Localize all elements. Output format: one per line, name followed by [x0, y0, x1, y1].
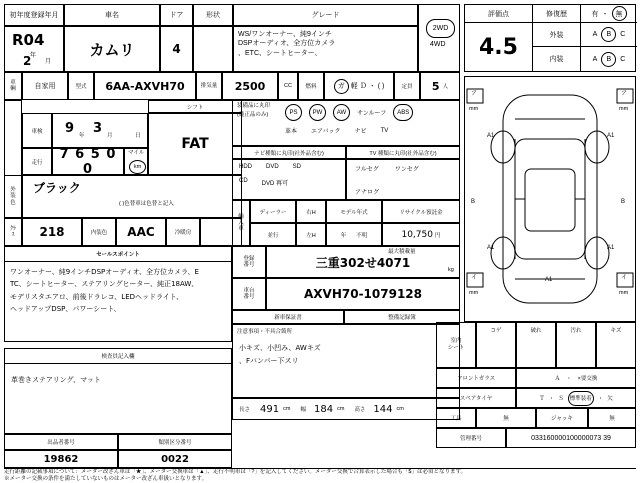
note-line-2: 、Fバンパー下スリ: [239, 357, 299, 366]
mileage-label-cell: [22, 148, 52, 175]
plate-label-2: 番号: [243, 262, 255, 268]
footer-note-2: ※メーター交換の条件を満たしていないものはメーター改ざん車扱いとなります。: [4, 475, 208, 482]
diagram-side-label-left: B: [471, 199, 476, 205]
shift-value: FAT: [181, 136, 209, 152]
mileage-unit-mile: マイル: [128, 150, 145, 156]
sales-point-line-2: TC、シートヒーター、ステアリングヒーター、純正18AW、: [10, 280, 199, 289]
displacement-unit-cell: [278, 72, 298, 100]
shape-value: [194, 27, 232, 71]
diagram-unit-bl: mm: [469, 290, 479, 296]
rating-value: 4.5: [479, 34, 518, 60]
spare-opt-s: Ｓ: [558, 396, 564, 402]
shift-value-cell: [148, 113, 242, 175]
import-label-2: 入: [238, 219, 244, 226]
plate-label-cell: [232, 246, 266, 278]
mgmt-no: 033160000100000073 39: [531, 434, 611, 442]
footer-divider: [4, 468, 636, 469]
spare-tire-label: スペアタイヤ: [459, 396, 493, 402]
plate-value: 三重302せ4071: [315, 255, 411, 270]
drive-4wd-label: 4WD: [430, 41, 446, 48]
footer-notes: [4, 469, 636, 483]
sales-point-line-1: ワンオーナー、純9インチDSPオーディオ、全方位カメラ、E: [10, 268, 199, 276]
class-label-cell: [4, 218, 22, 246]
height-value: 144: [373, 403, 393, 415]
nav-dvd: DVD: [266, 164, 279, 170]
diagram-corner-label-tl: ア: [471, 91, 478, 97]
fuel-opt-sep: ・: [368, 83, 376, 90]
exterior-grade-a: A: [592, 31, 598, 38]
parallel-cell: [250, 223, 296, 246]
door-value-cell: [160, 26, 193, 72]
nav-title: ナビ種類に丸印(社外品含む): [254, 150, 324, 157]
max-load-unit: kg: [448, 267, 454, 273]
diagram-corner-label-tr: ア: [621, 91, 628, 97]
fuel-label: 燃料: [305, 84, 317, 90]
diagram-size-a1-center: A1: [545, 277, 553, 283]
class-no-label: 類別区分番号: [158, 440, 192, 446]
nav-cd: CD: [239, 178, 248, 184]
new-warranty-label: 新車保証書: [274, 315, 302, 321]
model-value: 6AA-AXVH70: [105, 79, 185, 93]
dimensions-row: [232, 398, 460, 420]
equip-abs: ABS: [393, 104, 413, 121]
condition-row-label-2: シート: [447, 345, 465, 351]
exterior-color-note: ( )色替車は色替と記入: [119, 201, 174, 207]
condition-col-yabure-label: 破れ: [530, 328, 542, 334]
condition-grid-wrapper: [436, 322, 636, 368]
recycle-value-cell: [382, 223, 460, 246]
mileage-label: 走行: [31, 159, 43, 166]
car-name-label: 車名: [105, 12, 119, 19]
condition-col-yogore-label: 汚れ: [570, 328, 582, 334]
nav-dvd-play: DVD 再可: [261, 181, 289, 187]
max-load-label: 最大積載量: [388, 249, 416, 255]
tv-title: TV 種類に丸印(社外品含む): [369, 150, 437, 157]
tv-options-cell: [346, 159, 460, 200]
mileage-unit-cell: [124, 148, 148, 175]
fuel-opt-other: ( ): [377, 82, 385, 90]
drive-2wd-badge: 2WD: [426, 19, 455, 38]
sales-point-line-3: モデリスタエアロ、前後ドラレコ、LEDヘッドライト、: [10, 292, 184, 301]
condition-row-label-1: 室内: [450, 337, 462, 344]
fuel-label-cell: [298, 72, 324, 100]
diagram-unit-tr: mm: [619, 106, 629, 112]
displacement-label: 排気量: [200, 82, 218, 89]
lhd-cell: [296, 223, 326, 246]
exterior-grade-b: B: [601, 27, 616, 42]
displacement-unit: CC: [284, 83, 292, 89]
condition-col-kizu: [596, 322, 636, 368]
equipment-block: [232, 100, 460, 146]
rating-label: 評価点: [465, 5, 533, 23]
jack-label-cell: [536, 408, 588, 428]
exterior-color-label-1: 外: [10, 187, 16, 194]
repair-options-cell: [581, 5, 637, 23]
width-value: 184: [313, 403, 334, 415]
grade-value-cell: [233, 26, 418, 72]
width-unit: cm: [337, 406, 345, 412]
import-label-3: 車: [238, 226, 244, 233]
exterior-color-label-3: 色: [10, 199, 16, 206]
exhibit-label-cell: [4, 434, 118, 450]
shape-label: 形状: [206, 12, 220, 19]
length-unit: cm: [283, 406, 291, 412]
inspection-notes-title-cell: [4, 348, 232, 364]
note-line-1: 小キズ、小凹み、AWキズ: [239, 344, 321, 352]
import-label-cell: [232, 200, 250, 246]
fuel-opt-d: Ｄ: [359, 83, 367, 90]
equip-sunroof: サンルーフ: [357, 111, 387, 117]
sales-points-body: [4, 262, 232, 342]
tool-value-cell: [476, 408, 536, 428]
vehicle-label-1: 車: [10, 79, 16, 86]
shift-label: シフト: [186, 104, 204, 111]
reg-year-value-cell: [4, 26, 64, 72]
equip-leather: 革本: [285, 129, 298, 135]
rating-value-cell: [465, 23, 533, 71]
equipment-subtitle: (純正品のみ): [237, 112, 269, 118]
frame-label-cell: [232, 278, 266, 310]
repair-label: 修復歴: [533, 5, 581, 23]
aircon-label-cell: [166, 218, 200, 246]
tv-analog: アナログ: [355, 190, 380, 196]
height-label: 高さ: [354, 407, 366, 413]
model-year-unit-year: 年: [340, 232, 347, 239]
grade-label-cell: [233, 4, 418, 26]
inspection-notes-title: 検査員記入欄: [101, 354, 135, 360]
reg-year-label: 初年度登録年月: [9, 12, 59, 19]
equip-ps: PS: [285, 104, 302, 121]
interior-grade-cell: [581, 47, 637, 71]
equip-airbag: エアバック: [311, 129, 341, 135]
model-year-unit-unknown: 不明: [356, 232, 368, 239]
exhibit-no: 19862: [43, 453, 79, 465]
car-name-label-cell: [64, 4, 160, 26]
recycle-label: リサイクル預託金: [399, 209, 443, 216]
equip-pw: PW: [309, 104, 326, 121]
fuel-opt-gas: ガ: [334, 79, 349, 94]
sales-points-title-cell: [4, 246, 232, 262]
exhibit-no-cell: [4, 450, 118, 468]
interior-grade-a: A: [592, 55, 598, 63]
model-label: 型式: [75, 84, 87, 90]
width-label: 幅: [300, 407, 306, 413]
inspection-year-unit: 年: [79, 133, 85, 139]
car-name-value: カムリ: [89, 40, 135, 59]
note-title-cell: [232, 324, 460, 336]
spare-tire-label-cell: [436, 388, 516, 408]
car-name-value-cell: [64, 26, 160, 72]
exterior-color-value: ブラック: [33, 181, 81, 195]
inspection-day-unit: 日: [135, 133, 141, 139]
grade-line-3: 、ETC、シートヒーター、: [238, 49, 322, 57]
tool-value: 無: [503, 416, 509, 422]
exterior-color-cell: [22, 175, 242, 218]
mgmt-no-cell: [506, 428, 636, 448]
model-value-cell: [94, 72, 196, 100]
spare-opt-t: Ｔ: [539, 396, 545, 402]
repair-opt-sep: ・: [601, 10, 609, 18]
capacity-label: 定員: [401, 84, 413, 90]
capacity-unit: 人: [442, 84, 449, 90]
footer-note-1: 走行距離の記載事項について：メーター改ざん車は「★」、メーター交換車は「▲」、走行不明車は「?」を記入してください。メーター交換で合算表示した場合も「$」は必須となります。: [4, 469, 467, 475]
interior-label: 内装: [533, 47, 581, 71]
diagram-size-a1-bl: A1: [487, 245, 495, 251]
new-warranty-cell: [232, 310, 344, 324]
grade-line-1: WS/ワンオーナー、純9インチ: [238, 31, 332, 38]
class-no-cell: [118, 450, 232, 468]
equip-navi: ナビ: [354, 129, 367, 135]
inspection-note-line-1: 革巻きステアリング、マット: [11, 376, 101, 384]
spare-opt-standard: 標準装着: [568, 391, 594, 406]
class-value-cell: [22, 218, 82, 246]
door-label: ドア: [169, 12, 184, 19]
spare-tire-options-cell: [516, 388, 636, 408]
reg-year-unit: 年: [30, 53, 37, 59]
rhd-cell: [296, 200, 326, 223]
condition-col-yogore: [556, 322, 596, 368]
condition-col-koge: [476, 322, 516, 368]
diagram-corner-label-bl: イ: [471, 275, 478, 281]
exterior-label: 外装: [533, 23, 581, 47]
frame-value-cell: [266, 278, 460, 310]
mgmt-label: 管理番号: [459, 436, 482, 442]
car-diagram-panel: [464, 76, 636, 322]
spare-opt-none: 欠: [607, 396, 613, 402]
interior-grade-b: B: [601, 52, 616, 67]
rhd-label: 右H: [306, 209, 316, 216]
class-label-1: ｸﾗ: [10, 225, 16, 232]
diagram-side-label-right: B: [621, 199, 626, 205]
class-no: 0022: [161, 453, 189, 465]
mileage-value-cell: [52, 148, 124, 175]
recycle-value: 10,750: [401, 229, 433, 240]
height-unit: cm: [396, 406, 404, 412]
model-year-label: モデル年式: [340, 209, 368, 216]
tv-title-cell: [346, 146, 460, 159]
repair-opt-no: 無: [612, 6, 627, 21]
interior-color-value-cell: [116, 218, 166, 246]
diagram-unit-tl: mm: [469, 106, 479, 112]
length-value: 491: [260, 403, 280, 415]
plate-value-cell: [266, 246, 460, 278]
diagram-unit-br: mm: [619, 290, 629, 296]
displacement-value-cell: [222, 72, 278, 100]
owner-type-value: 自家用: [34, 83, 56, 90]
tv-fullseg: フルセグ: [355, 167, 379, 173]
reg-year-value: R04: [12, 31, 45, 49]
inspection-label: 車検: [31, 128, 43, 135]
grade-label: グレード: [311, 12, 340, 19]
equip-aw: AW: [333, 104, 350, 121]
interior-color-value: AAC: [127, 225, 155, 239]
class-label-2: ｽ: [11, 232, 15, 238]
model-label-cell: [68, 72, 94, 100]
reg-month-value: 2: [23, 54, 32, 68]
jack-value: 無: [609, 416, 615, 422]
displacement-label-cell: [196, 72, 222, 100]
mgmt-label-cell: [436, 428, 506, 448]
lhd-label: 左H: [306, 232, 316, 239]
shift-label-cell: [148, 100, 242, 113]
note-title: 注意事項・不具合箇所: [237, 328, 293, 335]
jack-value-cell: [588, 408, 636, 428]
grade-line-2: DSPオーディオ、全方位カメラ: [238, 40, 336, 48]
length-label: 長さ: [239, 407, 251, 413]
front-glass-options-cell: [516, 368, 636, 388]
model-year-value-cell: [326, 223, 382, 246]
inspection-notes-body: [4, 364, 232, 434]
parallel-label: 並行: [267, 232, 279, 239]
equip-tv: TV: [380, 127, 389, 134]
class-no-label-cell: [118, 434, 232, 450]
frame-label-2: 番号: [243, 294, 255, 300]
spare-opt-sep2: ・: [597, 396, 604, 402]
drive-type-cell: [418, 4, 460, 72]
fuel-opt-light: 軽: [350, 83, 358, 90]
owner-type-cell: [22, 72, 68, 100]
exterior-color-label-2: 装: [10, 193, 16, 200]
mileage-unit-km: km: [129, 160, 146, 174]
nav-title-cell: [232, 146, 346, 159]
shape-value-cell: [193, 26, 233, 72]
inspection-year: 9: [65, 121, 75, 136]
vehicle-label-2: 輌: [10, 86, 16, 92]
inspection-value-cell: [52, 113, 148, 148]
reg-month-unit: 月: [45, 59, 52, 65]
shape-label-cell: [193, 4, 233, 26]
mileage-value: 7 6 5 0 0: [59, 146, 117, 177]
nav-options-cell: [232, 159, 346, 200]
exterior-grade-cell: [581, 23, 637, 47]
inspection-label-cell: [22, 113, 52, 148]
nav-sd: SD: [292, 164, 302, 170]
door-value: 4: [172, 42, 181, 56]
diagram-size-a1-tl: A1: [487, 133, 495, 139]
nav-hdd: HDD: [239, 164, 252, 170]
door-label-cell: [160, 4, 193, 26]
exterior-grade-c: C: [620, 31, 626, 38]
maintenance-record-label: 整備記録簿: [388, 315, 416, 321]
recycle-unit: 円: [434, 232, 441, 239]
interior-grade-c: C: [620, 55, 626, 63]
capacity-value-cell: [420, 72, 460, 100]
dealer-cell: [250, 200, 296, 223]
tool-label: 工具: [450, 416, 462, 422]
car-diagram-svg: [465, 77, 635, 321]
fuel-options-cell: [324, 72, 394, 100]
inspection-month-unit: 月: [107, 133, 113, 139]
vehicle-label-cell: [4, 72, 22, 100]
plate-label-1: 登録: [243, 255, 255, 262]
condition-row-label-cell: [436, 322, 476, 368]
repair-opt-yes: 有: [591, 10, 599, 18]
exterior-color-label-cell: [4, 175, 22, 218]
interior-color-label-cell: [82, 218, 116, 246]
front-glass-label: フロントガラス: [456, 376, 496, 382]
import-label-1: 輸: [238, 213, 244, 220]
capacity-value: 5: [431, 79, 440, 93]
interior-color-label: 内装色: [90, 230, 108, 236]
diagram-size-a1-br: A1: [607, 245, 615, 251]
displacement-value: 2500: [234, 79, 266, 93]
sales-points-title: セールスポイント: [96, 252, 140, 258]
front-glass-opt-x: ×要交換: [577, 376, 598, 382]
capacity-label-cell: [394, 72, 420, 100]
condition-col-yabure: [516, 322, 556, 368]
condition-col-koge-label: コゲ: [490, 328, 502, 334]
jack-label: ジャッキ: [551, 416, 573, 422]
tv-oneseg: ワンセグ: [394, 167, 419, 173]
front-glass-label-cell: [436, 368, 516, 388]
front-glass-opt-sep: ・: [566, 376, 572, 382]
exhibit-label: 出品者番号: [47, 440, 75, 446]
inspection-month: 3: [93, 121, 103, 136]
class-value: 218: [39, 225, 65, 239]
diagram-corner-label-br: イ: [621, 275, 628, 281]
dealer-label: ディーラー: [259, 209, 287, 216]
reg-year-label-cell: [4, 4, 64, 26]
sales-point-line-4: ヘッドアップDSP、パワーシート、: [10, 304, 121, 313]
equipment-title: 装備品に丸印: [237, 103, 271, 109]
model-year-label-cell: [326, 200, 382, 223]
diagram-size-a1-tr: A1: [607, 133, 615, 139]
score-block: [464, 4, 636, 72]
condition-col-kizu-label: キズ: [610, 328, 622, 334]
frame-label-1: 車台: [243, 287, 255, 294]
spare-opt-sep1: ・: [548, 396, 555, 402]
recycle-label-cell: [382, 200, 460, 223]
note-body-cell: [232, 336, 460, 398]
frame-value: AXVH70-1079128: [304, 287, 422, 301]
front-glass-opt-a: Ａ: [554, 376, 561, 382]
aircon-label: 冷暖房: [174, 230, 192, 236]
